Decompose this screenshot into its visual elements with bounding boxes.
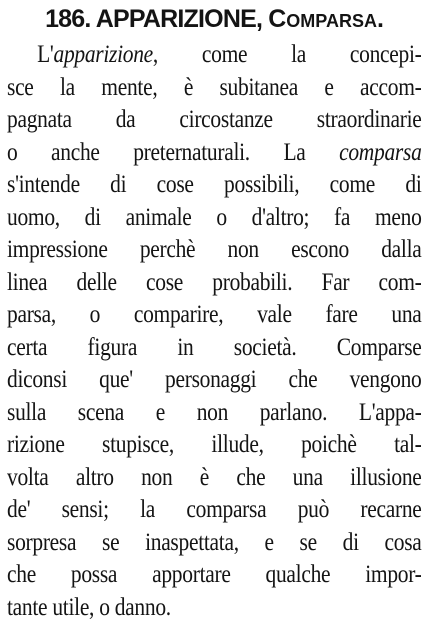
text-line	[7, 267, 422, 300]
text-line	[7, 592, 422, 624]
entry-number: 186.	[45, 5, 90, 33]
text-line	[7, 332, 422, 365]
italic-term: apparizione	[54, 41, 153, 68]
entry-synonym: Comparsa.	[268, 5, 384, 33]
text-segment: de' sensi; la comparsa può recarne	[7, 496, 422, 523]
text-segment: o anche preternaturali. La	[7, 139, 339, 166]
text-segment: uomo, di animale o d'altro; fa meno	[7, 204, 422, 231]
text-segment: sorpresa se inaspettata, e se di cosa	[7, 529, 422, 556]
text-line	[7, 169, 422, 202]
text-line	[7, 527, 422, 560]
text-line	[7, 234, 422, 267]
text-segment: tante utile, o danno.	[7, 594, 171, 621]
text-line	[7, 39, 422, 72]
text-segment: volta altro non è che una illusione	[7, 464, 422, 491]
text-line	[7, 462, 422, 495]
text-segment: sulla scena e non parlano. L'appa-	[7, 399, 422, 426]
text-line	[7, 299, 422, 332]
text-line	[7, 494, 422, 527]
text-line	[7, 72, 422, 105]
entry-headword: APPARIZIONE,	[96, 5, 262, 33]
text-segment: rizione stupisce, illude, poichè tal-	[7, 431, 422, 458]
text-segment: linea delle cose probabili. Far com-	[7, 269, 422, 296]
text-line	[7, 137, 422, 170]
text-line	[7, 559, 422, 592]
text-segment: sce la mente, è subitanea e accom-	[7, 74, 422, 101]
text-segment: s'intende di cose possibili, come di	[7, 171, 422, 198]
text-line	[7, 364, 422, 397]
entry-body	[7, 39, 422, 624]
entry-heading	[0, 4, 429, 34]
text-segment: , come la concepi-	[153, 41, 422, 68]
text-line	[7, 202, 422, 235]
text-segment: impressione perchè non escono dalla	[7, 236, 422, 263]
text-segment: L'	[37, 41, 53, 68]
text-segment: certa figura in società. Comparse	[7, 334, 422, 361]
italic-term: comparsa	[339, 139, 421, 166]
text-line	[7, 104, 422, 137]
text-segment: pagnata da circostanze straordinarie	[7, 106, 422, 133]
text-segment: diconsi que' personaggi che vengono	[7, 366, 422, 393]
text-line	[7, 397, 422, 430]
text-segment: parsa, o comparire, vale fare una	[7, 301, 422, 328]
text-segment: che possa apportare qualche impor-	[7, 561, 422, 588]
text-line	[7, 429, 422, 462]
